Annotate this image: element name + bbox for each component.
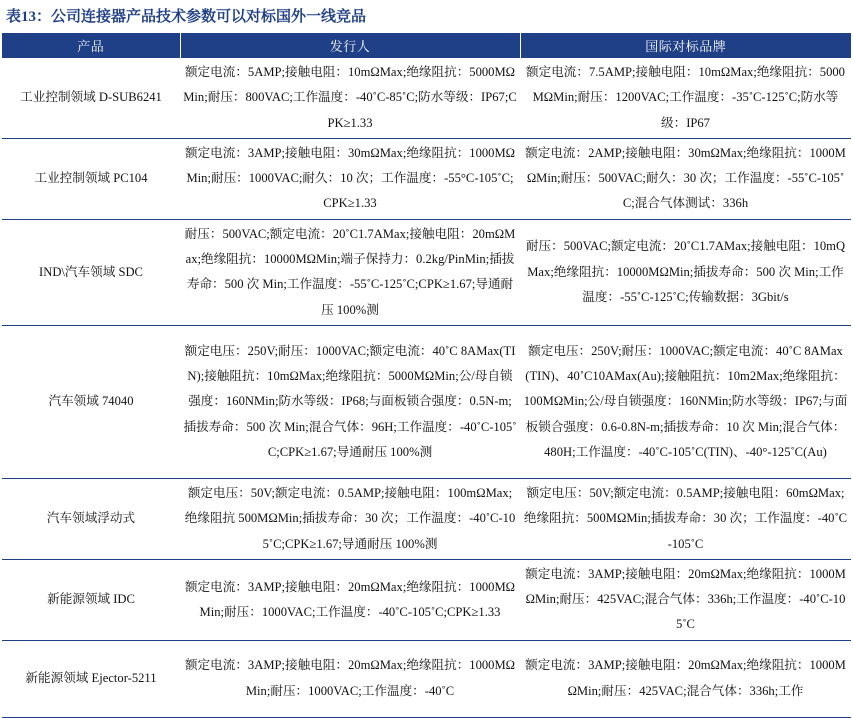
header-product: 产品 (2, 33, 180, 58)
product-cell: 新能源领域 Ejector-5211 (2, 640, 180, 717)
issuer-cell: 额定电压：50V;额定电流：0.5AMP;接触电阻：100mΩMax;绝缘阻抗 500MΩMin;插拔寿命：30 次；工作温度：-40˚C-105˚C;CPK≥1.67;导通耐压 100%测 (180, 478, 520, 559)
international-cell: 额定电流：2AMP;接触电阻：30mΩMax;绝缘阻抗：1000MΩMin;耐压：500VAC;耐久：30 次；工作温度：-55˚C-105˚C;混合气体测试：336h (520, 138, 851, 219)
header-international: 国际对标品牌 (520, 33, 851, 58)
table-row (2, 325, 851, 478)
international-cell: 额定电流：7.5AMP;接触电阻：10mΩMax;绝缘阻抗：5000MΩMin;耐压：1200VAC;工作温度：-35˚C-125˚C;防水等级：IP67 (520, 58, 851, 138)
international-cell: 额定电流：3AMP;接触电阻：20mΩMax;绝缘阻抗：1000MΩMin;耐压：425VAC;混合气体：336h;工作温度：-40˚C-105˚C (520, 559, 851, 640)
international-cell: 耐压：500VAC;额定电流：20˚C1.7AMax;接触电阻：10mQMax;绝缘阻抗：10000MΩMin;插拔寿命：500 次 Min;工作温度：-55˚C-125˚C;传输数据：3Gbit/s (520, 219, 851, 325)
table-title: 表13：公司连接器产品技术参数可以对标国外一线竞品 (6, 9, 367, 25)
table-row (2, 640, 851, 717)
issuer-cell: 额定电流：3AMP;接触电阻：20mΩMax;绝缘阻抗：1000MΩMin;耐压：1000VAC;工作温度：-40˚C-105˚C;CPK≥1.33 (180, 559, 520, 640)
international-cell: 额定电压：50V;额定电流：0.5AMP;接触电阻：60mΩMax;绝缘阻抗：500MΩMin;插拔寿命：30 次；工作温度：-40˚C-105˚C (520, 478, 851, 559)
product-cell: 工业控制领域 D-SUB6241 (2, 58, 180, 138)
product-cell: IND\汽车领域 SDC (2, 219, 180, 325)
comparison-table (2, 33, 851, 718)
table-row (2, 478, 851, 559)
product-cell: 汽车领域浮动式 (2, 478, 180, 559)
table-row (2, 559, 851, 640)
issuer-cell: 额定电流：3AMP;接触电阻：30mΩMax;绝缘阻抗：1000MΩMin;耐压：1000VAC;耐久：10 次；工作温度：-55°C-105˚C;CPK≥1.33 (180, 138, 520, 219)
table-header-row (2, 33, 851, 58)
international-cell: 额定电流：3AMP;接触电阻：20mΩMax;绝缘阻抗：1000MΩMin;耐压：425VAC;混合气体：336h;工作 (520, 640, 851, 717)
product-cell: 工业控制领域 PC104 (2, 138, 180, 219)
international-cell: 额定电压：250V;耐压：1000VAC;额定电流：40˚C 8AMax(TIN)、40˚C10AMax(Au);接触阻抗：10m2Max;绝缘阻抗：100MΩMin;公/母自锁强度：160NMin;防水等级：IP67;与面板锁合强度：0.6-0.8N-m;插拔寿命：10 次 Min;混合气体：480H;工作温度：-40˚C-105˚C(TIN)、-40°-125˚C(Au) (520, 325, 851, 478)
table-row (2, 138, 851, 219)
issuer-cell: 额定电流：3AMP;接触电阻：20mΩMax;绝缘阻抗：1000MΩMin;耐压：1000VAC;工作温度：-40˚C (180, 640, 520, 717)
issuer-cell: 耐压：500VAC;额定电流：20˚C1.7AMax;接触电阻：20mΩMax;绝缘阻抗：10000MΩMin;端子保持力：0.2kg/PinMin;插拔寿命：500 次 Min;工作温度：-55˚C-125˚C;CPK≥1.67;导通耐压 100%测 (180, 219, 520, 325)
table-row (2, 58, 851, 138)
product-cell: 汽车领域 74040 (2, 325, 180, 478)
header-issuer: 发行人 (180, 33, 520, 58)
issuer-cell: 额定电流：5AMP;接触电阻：10mΩMax;绝缘阻抗：5000MΩMin;耐压：800VAC;工作温度：-40˚C-85˚C;防水等级：IP67;CPK≥1.33 (180, 58, 520, 138)
table-row (2, 219, 851, 325)
product-cell: 新能源领域 IDC (2, 559, 180, 640)
issuer-cell: 额定电压：250V;耐压：1000VAC;额定电流：40˚C 8AMax(TIN);接触阻抗：10mΩMax;绝缘阻抗：5000MΩMin;公/母自锁强度：160NMin;防水等级：IP68;与面板锁合强度：0.5N-m;插拔寿命：500 次 Min;混合气体：96H;工作温度：-40˚C-105˚C;CPK≥1.67;导通耐压 100%测 (180, 325, 520, 478)
